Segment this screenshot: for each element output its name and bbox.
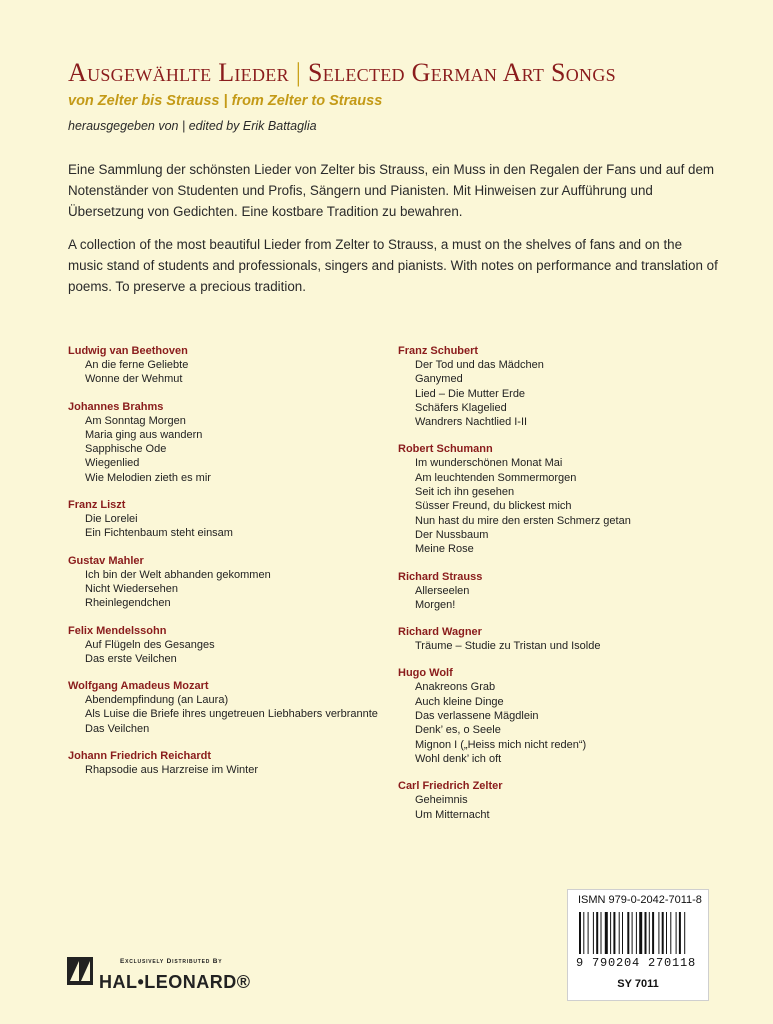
composer-block [68, 400, 378, 485]
song-title: Die Lorelei [85, 513, 138, 526]
song-list [68, 693, 378, 736]
composer-name: Johannes Brahms [68, 400, 164, 413]
composer-name: Franz Schubert [398, 345, 479, 357]
song-title: Rheinlegendchen [85, 597, 171, 610]
song-title: Am leuchtenden Sommermorgen [415, 471, 577, 484]
composer-name: Gustav Mahler [68, 554, 144, 567]
song-title: Am Sonntag Morgen [85, 414, 186, 427]
song-title: An die ferne Geliebte [85, 359, 189, 371]
description-english: A collection of the most beautiful Lieder from Zelter to Strauss, a must on the shelves of fans and on the music stand of students and professionals, singers and pianists. With notes on performance and translation of poems. To preserve a precious tradition. [68, 237, 718, 294]
song-title: Denk’ es, o Seele [415, 724, 501, 737]
song-title: Ein Fichtenbaum steht einsam [85, 527, 233, 540]
editor-credit: herausgegeben von | edited by Erik Battaglia [68, 119, 317, 133]
subtitle: von Zelter bis Strauss | from Zelter to Strauss [68, 93, 383, 109]
composer-name: Felix Mendelssohn [68, 624, 167, 637]
song-title: Nicht Wiedersehen [85, 582, 178, 595]
song-list [398, 456, 631, 556]
song-title: Auch kleine Dinge [415, 695, 504, 708]
song-title: Der Nussbaum [415, 528, 489, 541]
song-title: Abendempfindung (an Laura) [85, 694, 229, 707]
contents-left-column [68, 344, 378, 790]
song-title: Wiegenlied [85, 457, 140, 470]
barcode-box [567, 889, 709, 1001]
song-title: Wie Melodien zieth es mir [85, 471, 211, 484]
song-list [68, 358, 378, 387]
song-title: Ganymed [415, 373, 463, 386]
title-english: Selected German Art Songs [308, 58, 616, 87]
song-title: Ich bin der Welt abhanden gekommen [85, 568, 271, 581]
song-title: Süsser Freund, du blickest mich [415, 500, 572, 513]
description-german: Eine Sammlung der schönsten Lieder von Zelter bis Strauss, ein Muss in den Regalen der Fans und auf dem Notenständer von Studenten und Profis, Sängern und Pianisten. Mit Hinweisen zur Aufführung und Übersetzung von Gedichten. Eine kostbare Tradition zu bewahren. [68, 162, 715, 219]
song-title: Nun hast du mire den ersten Schmerz getan [415, 514, 631, 527]
song-title: Wandrers Nachtlied I-II [415, 416, 528, 429]
song-title: Im wunderschönen Monat Mai [415, 457, 563, 470]
song-title: Auf Flügeln des Gesanges [85, 638, 215, 651]
song-list [398, 793, 631, 822]
contents-right-column [398, 344, 631, 835]
song-title: Mignon I („Heiss mich nicht reden“) [415, 738, 587, 751]
composer-block [68, 498, 378, 541]
barcode-number: 9 790204 270118 [576, 956, 697, 970]
composer-block [398, 666, 631, 766]
composer-block [398, 570, 631, 613]
song-title: Wohl denk’ ich oft [415, 752, 502, 765]
title-german: Ausgewählte Lieder [68, 58, 289, 87]
composer-name: Wolfgang Amadeus Mozart [68, 680, 209, 693]
composer-block [68, 749, 378, 777]
song-list [398, 639, 631, 653]
song-title: Als Luise die Briefe ihres ungetreuen Liebhabers verbrannte [85, 708, 378, 721]
composer-name: Ludwig van Beethoven [68, 345, 188, 357]
song-title: Morgen! [415, 598, 456, 611]
composer-name: Robert Schumann [398, 443, 493, 456]
song-title: Geheimnis [415, 794, 468, 807]
publisher-name: HAL•LEONARD® [99, 972, 251, 992]
barcode-icon [577, 912, 699, 956]
composer-block [398, 779, 631, 822]
song-title: Das Veilchen [85, 722, 150, 735]
composer-block [398, 344, 631, 429]
composer-block [398, 442, 631, 556]
composer-block [68, 344, 378, 387]
distributed-by: Exclusively Distributed By [120, 958, 223, 965]
composer-name: Richard Strauss [398, 570, 483, 583]
song-title: Meine Rose [415, 543, 474, 556]
song-list [398, 584, 631, 613]
song-title: Anakreons Grab [415, 681, 496, 694]
song-title: Um Mitternacht [415, 808, 490, 821]
composer-block [68, 624, 378, 667]
page-title [68, 58, 616, 88]
song-title: Das verlassene Mägdlein [415, 710, 539, 723]
composer-name: Richard Wagner [398, 626, 482, 639]
song-title: Sapphische Ode [85, 443, 167, 456]
song-list [68, 414, 378, 485]
composer-name: Franz Liszt [68, 499, 126, 512]
song-list [68, 512, 378, 541]
song-title: Wonne der Wehmut [85, 373, 183, 386]
song-title: Rhapsodie aus Harzreise im Winter [85, 764, 259, 777]
song-list [398, 680, 631, 766]
song-title: Schäfers Klagelied [415, 401, 507, 414]
composer-name: Johann Friedrich Reichardt [68, 750, 212, 763]
song-title: Allerseelen [415, 584, 470, 597]
song-list [68, 638, 378, 667]
song-title: Maria ging aus wandern [85, 428, 203, 441]
title-separator: | [295, 58, 302, 87]
song-list [68, 763, 378, 777]
composer-block [68, 679, 378, 736]
composer-block [398, 625, 631, 653]
song-title: Träume – Studie zu Tristan und Isolde [415, 640, 601, 653]
song-title: Das erste Veilchen [85, 652, 177, 665]
song-list [68, 568, 378, 611]
composer-name: Hugo Wolf [398, 667, 453, 680]
hal-leonard-logo-icon [67, 957, 93, 985]
song-title: Der Tod und das Mädchen [415, 359, 544, 371]
song-title: Seit ich ihn gesehen [415, 486, 515, 499]
composer-name: Carl Friedrich Zelter [398, 780, 503, 793]
composer-block [68, 554, 378, 611]
song-list [398, 358, 631, 429]
song-title: Lied – Die Mutter Erde [415, 387, 526, 400]
ismn-label: ISMN 979-0-2042-7011-8 [578, 894, 702, 906]
catalog-number: SY 7011 [617, 978, 659, 990]
